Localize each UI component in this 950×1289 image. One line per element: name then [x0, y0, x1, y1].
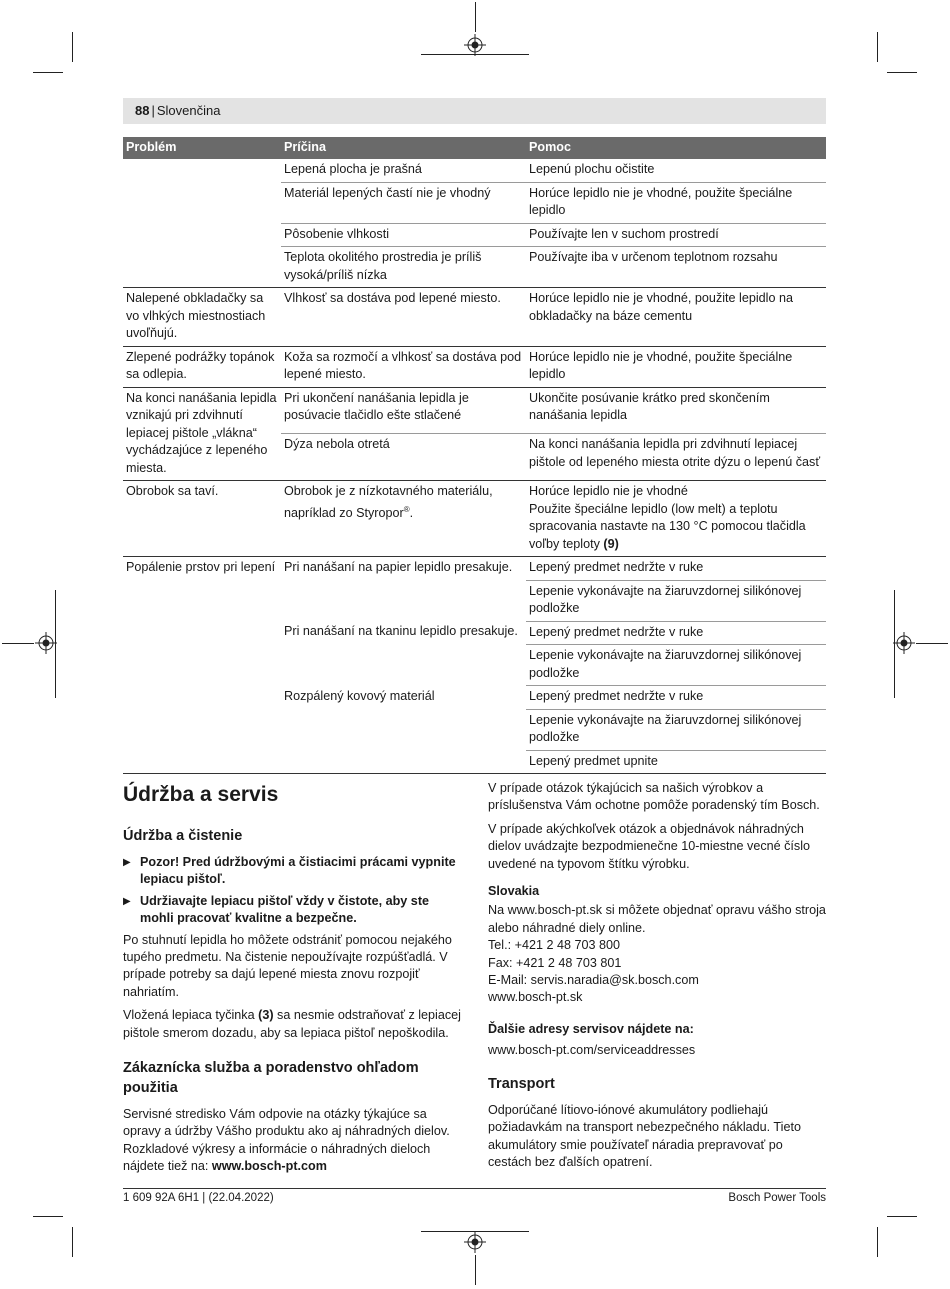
- crop-mark: [33, 1216, 63, 1217]
- service-addresses-link[interactable]: www.bosch-pt.com/serviceaddresses: [488, 1043, 696, 1058]
- contact-email[interactable]: E-Mail: servis.naradia@sk.bosch.com: [488, 973, 699, 988]
- remedy-cell: Lepený predmet nedržte v ruke: [526, 557, 826, 581]
- contact-text: Na www.bosch-pt.sk si môžete objednať opravu vášho stroja alebo náhradné diely online.: [488, 903, 826, 935]
- contact-web[interactable]: www.bosch-pt.sk: [488, 990, 583, 1005]
- bullet-text: Pozor! Pred údržbovými a čistiacimi prácami vypnite lepiacu pištoľ.: [140, 855, 456, 887]
- remedy-cell: Lepenie vykonávajte na žiaruvzdornej silikónovej podložke: [526, 709, 826, 750]
- page-header: [123, 98, 826, 124]
- paragraph: [123, 1106, 463, 1176]
- table-header-row: [123, 137, 826, 159]
- remedy-cell: Lepený predmet upnite: [526, 750, 826, 774]
- table-row: [123, 387, 826, 434]
- remedy-cell: Používajte len v suchom prostredí: [526, 223, 826, 247]
- remedy-cell: Používajte iba v určenom teplotnom rozsahu: [526, 247, 826, 288]
- crop-mark: [887, 1216, 917, 1217]
- paragraph: V prípade akýchkoľvek otázok a objednávok náhradných dielov uvádzajte bezpodmienečne 10-miestne vecné číslo uvedené na typovom štítku výrobku.: [488, 821, 811, 871]
- paragraph: [123, 1007, 463, 1042]
- table-row: [123, 159, 826, 182]
- crop-mark: [72, 32, 73, 62]
- registration-mark-icon: [464, 1231, 486, 1253]
- cause-cell: Pri nanášaní na papier lepidlo presakuje.: [284, 560, 513, 574]
- bullet-text: Udržiavajte lepiacu pištoľ vždy v čistote, aby ste mohli pracovať kvalitne a bezpečne.: [140, 893, 430, 926]
- problem-cell: Zlepené podrážky topánok sa odlepia.: [123, 346, 281, 387]
- cause-cell: Dýza nebola otretá: [281, 434, 526, 481]
- subsection-title-service: Zákaznícka služba a poradenstvo ohľadom použitia: [123, 1060, 419, 1097]
- item-ref: (3): [258, 1008, 274, 1023]
- para-text: Servisné stredisko Vám odpovie na otázky týkajúce sa opravy a údržby Vášho produktu ako aj náhradných dielov. Rozkladové výkresy a informácie o náhradných dieloch nájdete tiež na:: [123, 1107, 450, 1174]
- triangle-right-icon: ▶: [123, 857, 131, 868]
- remedy-cell: Horúce lepidlo nie je vhodné, použite lepidlo na obkladačky na báze cementu: [526, 288, 826, 347]
- cause-cell: Pri nanášaní na tkaninu lepidlo presakuje.: [284, 624, 518, 638]
- remedy-ref: (9): [603, 536, 619, 551]
- para-text: Vložená lepiaca tyčinka: [123, 1008, 259, 1023]
- subsection-title-transport: Transport: [488, 1075, 555, 1092]
- cause-cell: [281, 481, 526, 557]
- remedy-cell: Lepenie vykonávajte na žiaruvzdornej silikónovej podložke: [526, 580, 826, 621]
- header-separator: |: [151, 103, 155, 118]
- triangle-right-icon: ▶: [123, 895, 131, 907]
- safety-bullet: [123, 854, 463, 889]
- remedy-cell: Lepenú plochu očistite: [526, 159, 826, 182]
- footer-brand: Bosch Power Tools: [728, 1192, 826, 1204]
- country-heading: Slovakia: [488, 884, 540, 899]
- crop-mark: [421, 1231, 529, 1232]
- crop-mark: [916, 643, 948, 644]
- registration-mark-icon: [893, 632, 915, 654]
- cause-cell: Lepená plocha je prašná: [281, 159, 526, 182]
- remedy-line: Použite špeciálne lepidlo (low melt) a teplotu spracovania nastavte na 130 °C pomocou tlačidla voľby teploty: [529, 501, 806, 551]
- registration-mark-icon: [464, 34, 486, 56]
- registered-mark: ®: [403, 504, 410, 514]
- section-title-maintenance: Údržba a servis: [123, 783, 279, 806]
- crop-mark: [475, 2, 476, 32]
- table-row: [123, 288, 826, 347]
- contact-fax: Fax: +421 2 48 703 801: [488, 955, 622, 970]
- crop-mark: [877, 32, 878, 62]
- crop-mark: [475, 1255, 476, 1285]
- remedy-cell: [526, 481, 826, 557]
- crop-mark: [2, 643, 34, 644]
- crop-mark: [894, 590, 895, 698]
- cause-cell: Rozpálený kovový materiál: [281, 686, 526, 774]
- remedy-cell: Lepený predmet nedržte v ruke: [526, 621, 826, 645]
- problem-cell: Popálenie prstov pri lepení: [123, 557, 281, 774]
- crop-mark: [887, 72, 917, 73]
- footer-doc-number: 1 609 92A 6H1 | (22.04.2022): [123, 1192, 274, 1204]
- remedy-cell: Horúce lepidlo nie je vhodné, použite špeciálne lepidlo: [526, 182, 826, 223]
- column-header-problem: Problém: [123, 137, 281, 159]
- remedy-cell: Ukončite posúvanie krátko pred skončením nanášania lepidla: [526, 387, 826, 434]
- page-number: 88: [135, 103, 150, 118]
- more-addresses-heading: Ďalšie adresy servisov nájdete na:: [488, 1021, 694, 1036]
- crop-mark: [421, 54, 529, 55]
- crop-mark: [55, 590, 56, 698]
- cause-text: Obrobok je z nízkotavného materiálu, napríklad zo Styropor: [284, 484, 493, 520]
- subsection-title-cleaning: Údržba a čistenie: [123, 828, 243, 844]
- contact-tel: Tel.: +421 2 48 703 800: [488, 938, 620, 953]
- remedy-cell: Horúce lepidlo nie je vhodné, použite špeciálne lepidlo: [526, 346, 826, 387]
- crop-mark: [72, 1227, 73, 1257]
- crop-mark: [877, 1227, 878, 1257]
- problem-cell: [123, 159, 281, 288]
- problem-cell: Nalepené obkladačky sa vo vlhkých miestnostiach uvoľňujú.: [123, 288, 281, 347]
- cause-cell: Pri ukončení nanášania lepidla je posúvacie tlačidlo ešte stlačené: [281, 387, 526, 434]
- cause-end: .: [409, 505, 414, 520]
- paragraph: Po stuhnutí lepidla ho môžete odstrániť pomocou nejakého tupého predmetu. Na čistenie nepoužívajte rozpúšťadlá. V prípade potreby sa dajú lepené miesta znovu rozpojiť nahriatím.: [123, 932, 452, 999]
- table-row: [123, 557, 826, 581]
- cause-cell: Materiál lepených častí nie je vhodný: [281, 182, 526, 223]
- problem-cell: Na konci nanášania lepidla vznikajú pri zdvihnutí lepiacej pištole „vlákna“ vychádzajúce z lepeného miesta.: [123, 387, 281, 481]
- remedy-line: Horúce lepidlo nie je vhodné: [529, 484, 688, 498]
- header-language: Slovenčina: [156, 103, 221, 118]
- right-column: [488, 780, 828, 1177]
- remedy-cell: Lepený predmet nedržte v ruke: [526, 686, 826, 710]
- left-column: [123, 776, 463, 1182]
- safety-bullet: [123, 893, 463, 928]
- column-header-remedy: Pomoc: [526, 137, 826, 159]
- problem-cell: Obrobok sa taví.: [123, 481, 281, 557]
- registration-mark-icon: [35, 632, 57, 654]
- paragraph: Odporúčané lítiovo-iónové akumulátory podliehajú požiadavkám na transport nebezpečného nákladu. Tieto akumulátory smie používateľ náradia prepravovať po cestách bez ďalších opatrení.: [488, 1102, 801, 1169]
- service-link[interactable]: www.bosch-pt.com: [211, 1159, 327, 1174]
- cause-cell: Teplota okolitého prostredia je príliš vysoká/príliš nízka: [281, 247, 526, 288]
- cause-cell: Pôsobenie vlhkosti: [281, 223, 526, 247]
- column-header-cause: Príčina: [281, 137, 526, 159]
- table-row: [123, 346, 826, 387]
- table-row: [123, 481, 826, 557]
- paragraph: V prípade otázok týkajúcich sa našich výrobkov a príslušenstva Vám ochotne pomôže poradenský tím Bosch.: [488, 781, 820, 813]
- remedy-cell: Na konci nanášania lepidla pri zdvihnutí lepiacej pištole od lepeného miesta otrite dýzu o lepenú časť: [526, 434, 826, 481]
- remedy-cell: Lepenie vykonávajte na žiaruvzdornej silikónovej podložke: [526, 645, 826, 686]
- footer-divider: [123, 1188, 826, 1189]
- troubleshooting-table: [123, 137, 826, 774]
- cause-cell: Vlhkosť sa dostáva pod lepené miesto.: [281, 288, 526, 347]
- para-text: sa nesmie odstraňovať z lepiacej pištole smerom dozadu, aby sa lepiaca pištoľ nepoškodila.: [123, 1008, 461, 1040]
- cause-cell: Koža sa rozmočí a vlhkosť sa dostáva pod lepené miesto.: [281, 346, 526, 387]
- crop-mark: [33, 72, 63, 73]
